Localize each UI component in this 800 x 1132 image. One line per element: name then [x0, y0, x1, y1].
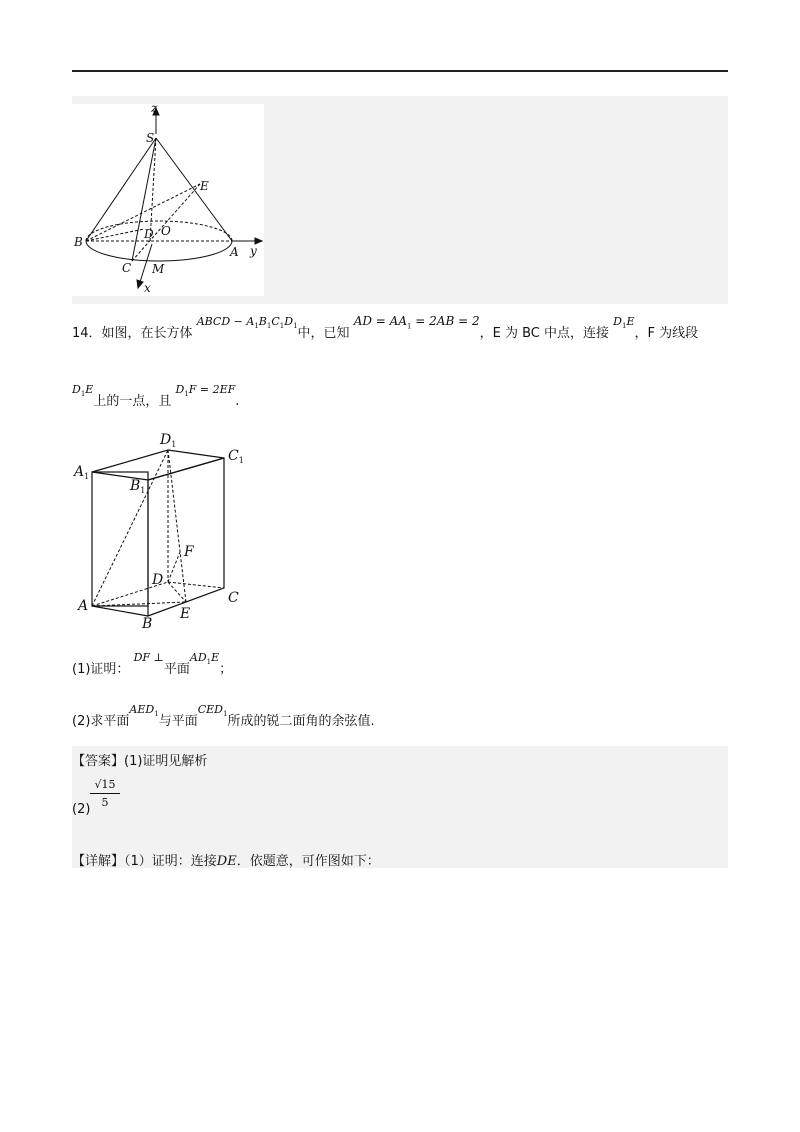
q14-text-2: 中，已知: [297, 326, 350, 341]
d1e-segment: D1E: [613, 315, 635, 331]
part-1-expr: DF ⊥: [133, 651, 164, 664]
label-m: M: [152, 262, 165, 276]
label-y: y: [250, 244, 257, 258]
label-a: A: [230, 245, 239, 259]
cuboid-name: ABCD − A1B1C1D1: [196, 315, 298, 331]
x-axis: [140, 244, 152, 282]
fraction-numerator: √15: [90, 778, 120, 794]
answer-fraction: [90, 778, 120, 809]
plane-aed1: AED1: [129, 703, 159, 719]
q14-text-1: 如图，在长方体: [101, 326, 193, 341]
cone-diagram: [72, 104, 264, 296]
cone-figure: [72, 104, 264, 296]
part-1-end: ；: [219, 662, 233, 677]
answer-part-1: (1)证明见解析: [124, 754, 208, 769]
right-face: [148, 458, 224, 616]
q14-condition: AD = $AA_1 = 2AB = 2$: [353, 314, 480, 331]
label-e: E: [200, 179, 209, 193]
answer-tag: 【答案】: [72, 754, 125, 769]
answer-part-2-label: (2): [72, 802, 91, 817]
label-b1: $B_1$: [130, 478, 146, 495]
d1e-segment-2: D1E: [72, 383, 94, 399]
label-c: C: [122, 261, 132, 275]
part-2-label: (2)求平面: [72, 714, 130, 729]
segment-be: [86, 184, 200, 241]
answer-line-2: [72, 802, 90, 817]
label-a: A: [78, 598, 89, 614]
q14-period: .: [235, 394, 240, 409]
label-e: E: [180, 606, 191, 622]
detail-de: DE: [216, 854, 237, 869]
label-d: D: [144, 227, 154, 241]
edge-ab: [92, 606, 148, 616]
part-1: [72, 651, 233, 678]
top-face: [92, 450, 224, 480]
q14-line-1: [72, 314, 699, 342]
segment-df: [168, 552, 180, 582]
cuboid-diagram: [72, 428, 262, 634]
label-f: F: [184, 544, 194, 560]
answer-line-1: [72, 750, 207, 769]
label-c1: $C_1$: [228, 448, 244, 465]
label-x: x: [144, 281, 151, 295]
segment-ce: [132, 184, 200, 261]
detail-tag: 【详解】: [72, 854, 125, 869]
part-2: [72, 703, 375, 730]
q14-text-3: ，E 为 BC 中点，连接: [479, 326, 609, 341]
label-s: S: [146, 131, 155, 145]
segment-bd: [86, 229, 144, 241]
label-a1: $A_1$: [74, 464, 90, 481]
segment-de: [168, 582, 186, 602]
plane-ced1: CED1: [197, 703, 228, 719]
part-1-plane: AD1E: [189, 651, 220, 667]
segment-d1e: [168, 450, 186, 602]
detail-text: （1）证明：连接: [124, 854, 217, 869]
label-o: O: [161, 224, 171, 238]
q14-line-2: [72, 383, 240, 410]
part-1-label: (1)证明：: [72, 662, 130, 677]
q14-number: 14．: [72, 326, 102, 341]
label-d1: $D_1$: [160, 432, 177, 449]
part-2-end: 所成的锐二面角的余弦值.: [227, 714, 375, 729]
q14-text-4: ，F 为线段: [634, 326, 699, 341]
top-rule: [72, 70, 728, 72]
part-1-text: 平面: [163, 662, 190, 677]
detail-line: [72, 850, 380, 869]
edge-dc: [168, 582, 224, 588]
label-b: B: [74, 235, 83, 249]
x-arrow: [137, 280, 143, 288]
fraction-denominator: 5: [101, 796, 109, 809]
detail-text-2: ．依题意，可作图如下：: [236, 854, 380, 869]
label-d: D: [152, 572, 164, 588]
q14-text-5: 上的一点，且: [93, 394, 172, 409]
cuboid-figure: [72, 428, 262, 634]
base-front: [86, 241, 232, 261]
part-2-mid: 与平面: [158, 714, 198, 729]
label-b: B: [142, 616, 153, 632]
label-c: C: [228, 590, 239, 606]
q14-relation: D1F = 2EF: [175, 383, 236, 399]
label-z: z: [151, 104, 158, 115]
